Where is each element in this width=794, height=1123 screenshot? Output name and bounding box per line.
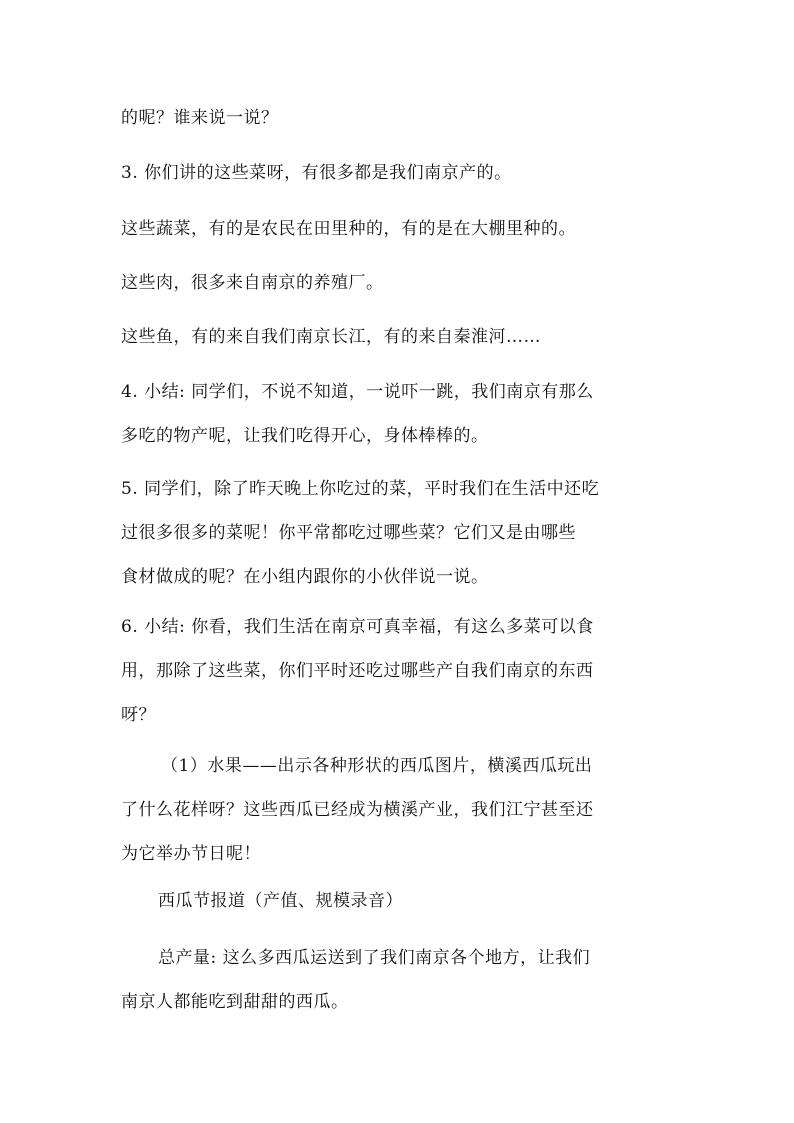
paragraph-total-output [121, 936, 631, 1024]
text-line: 为它举办节日呢！ [121, 844, 261, 864]
text-line: 南京人都能吃到甜甜的西瓜。 [121, 992, 349, 1012]
paragraph-fruit-watermelon [121, 744, 631, 876]
text-line: 这些鱼，有的来自我们南京长江，有的来自秦淮河…… [121, 327, 541, 347]
text-line: 呀？ [121, 705, 156, 725]
text-line: 多吃的物产呢，让我们吃得开心，身体棒棒的。 [121, 426, 489, 446]
paragraph-item-4-summary [121, 370, 631, 458]
paragraph-meat [121, 261, 631, 305]
text-line: 用，那除了这些菜，你们平时还吃过哪些产自我们南京的东西 [121, 661, 594, 681]
text-line: 的呢？谁来说一说？ [121, 108, 279, 128]
text-line: 食材做成的呢？在小组内跟你的小伙伴说一说。 [121, 567, 489, 587]
paragraph-festival-report [158, 879, 668, 923]
text-line: （1）水果——出示各种形状的西瓜图片，横溪西瓜玩出 [161, 756, 593, 776]
paragraph-item-3 [121, 151, 631, 195]
text-line: 西瓜节报道（产值、规模录音） [158, 891, 403, 911]
paragraph-item-6-summary [121, 605, 631, 737]
text-line: 4. 小结: 同学们，不说不知道，一说吓一跳，我们南京有那么 [121, 382, 594, 402]
text-line: 这些蔬菜，有的是农民在田里种的，有的是在大棚里种的。 [121, 219, 576, 239]
text-line: 过很多很多的菜呢！你平常都吃过哪些菜？它们又是由哪些 [121, 523, 576, 543]
paragraph-fish [121, 315, 631, 359]
text-line: 了什么花样呀？这些西瓜已经成为横溪产业，我们江宁甚至还 [121, 800, 594, 820]
text-line: 5. 同学们，除了昨天晚上你吃过的菜，平时我们在生活中还吃 [121, 479, 600, 499]
text-line: 6. 小结: 你看，我们生活在南京可真幸福，有这么多菜可以食 [121, 617, 594, 637]
text-line: 总产量: 这么多西瓜运送到了我们南京各个地方，让我们 [158, 948, 591, 968]
paragraph-item-5 [121, 467, 631, 599]
text-line: 3. 你们讲的这些菜呀，有很多都是我们南京产的。 [121, 163, 512, 183]
text-line: 这些肉，很多来自南京的养殖厂。 [121, 273, 384, 293]
paragraph-intro-question [121, 96, 631, 140]
paragraph-vegetables [121, 207, 631, 251]
